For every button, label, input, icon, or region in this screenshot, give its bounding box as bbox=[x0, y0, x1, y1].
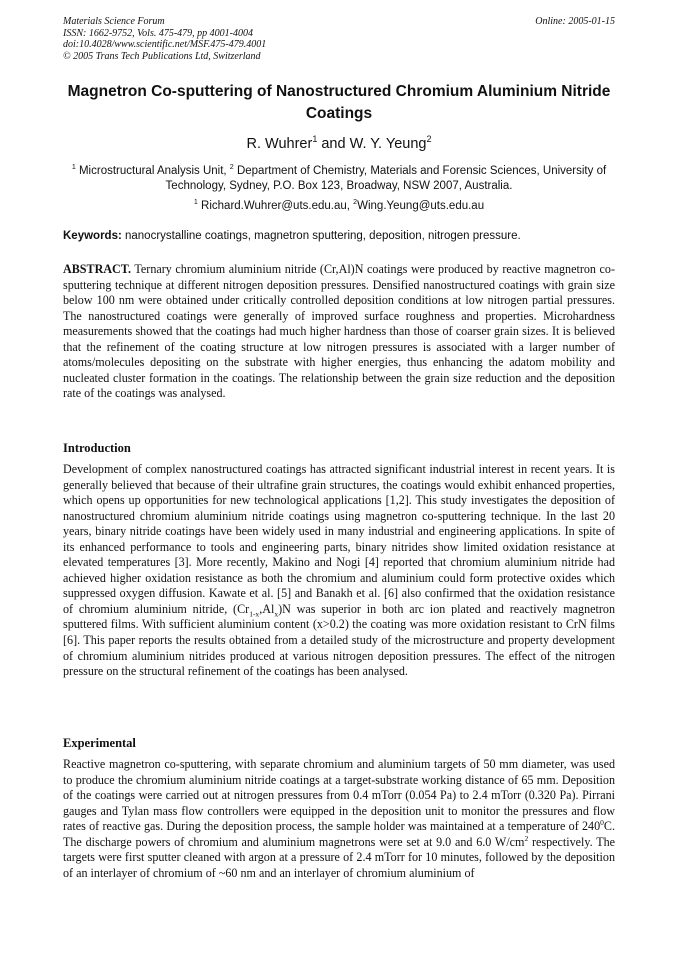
email-1: Richard.Wuhrer@uts.edu.au, bbox=[197, 200, 354, 212]
affil-1-superscript: 1 bbox=[71, 163, 76, 172]
intro-text-1: Development of complex nanostructured coatings has attracted significant industrial interest in recent years. It is generally believed that because of their ultrafine grain structures, the coatings would exhibit enhanced properties, which opens up opportunities for new technological applications [1,2]. This study investigates the deposition of nanostructured chromium aluminium nitride coatings using magnetron co-sputtering technique. In the last 20 years, binary nitride coatings have been widely used in many industrial and engineering applications. In spite of its enhanced performance to tools and engineering parts, binary nitrides show limited oxidation resistance at elevated temperatures [3]. More recently, Makino and Nogi [4] reported that chromium aluminium nitride had achieved higher oxidation resistance as both the chromium and aluminium could form protective oxides which suppressed oxygen diffusion. Kawate et al. [5] and Banakh et al. [6] also confirmed that the oxidation resistance of chromium aluminium nitride, (Cr bbox=[63, 462, 615, 616]
keywords-text: nanocrystalline coatings, magnetron sputtering, deposition, nitrogen pressure. bbox=[121, 230, 521, 242]
intro-subscript-1: 1-x bbox=[249, 609, 260, 619]
affil-2-superscript: 2 bbox=[229, 163, 234, 172]
doi-line: doi:10.4028/www.scientific.net/MSF.475-479.4001 bbox=[63, 39, 267, 50]
intro-text-2: ,Al bbox=[259, 601, 275, 616]
author-and: and bbox=[317, 136, 350, 152]
intro-subscript-2: x bbox=[274, 609, 279, 619]
exp-text-3: respectively. The targets were first sputter cleaned with argon at a pressure of 2.4 mTorr for 10 minutes, followed by the deposition of an interlayer of chromium of ~60 nm and an interlayer of chromium aluminium of bbox=[63, 834, 615, 880]
intro-text-3: )N was superior in both arc ion plated and reactively magnetron sputtered films. With sufficient aluminium content (x>0.2) the coating was more oxidation resistant to CrN films [6]. This paper reports the results obtained from a detailed study of the microstructure and property development of chromium aluminium nitrides produced at various nitrogen deposition pressures. The effect of the nitrogen pressure on the structural refinement of the coatings has been analysed. bbox=[63, 601, 615, 679]
author-1-superscript: 1 bbox=[312, 134, 318, 145]
email-2: Wing.Yeung@uts.edu.au bbox=[357, 200, 485, 212]
author-line bbox=[63, 134, 615, 154]
abstract-text: Ternary chromium aluminium nitride (Cr,Al)N coatings were produced by reactive magnetron co-sputtering technique at different nitrogen deposition pressures. Densified nanostructured coatings with grain size below 100 nm were obtained under critically controlled deposition conditions at low nitrogen partial pressures. The nanostructured coatings were generally of improved surface roughness and properties. Microhardness measurements showed that the coatings had much higher hardness than those of coarser grain sizes. It is believed that the refinement of the coating structure at low nitrogen pressures is associated with a larger number of atoms/molecules depositing on the substrate with higher energies, thus enhancing the adatom mobility and nucleated cluster formation in the coatings. The relationship between the grain size reduction and the deposition rate of the coatings was analysed. bbox=[63, 262, 615, 401]
author-2-superscript: 2 bbox=[426, 134, 432, 145]
abstract bbox=[63, 262, 615, 402]
introduction-heading: Introduction bbox=[63, 441, 131, 455]
author-emails bbox=[63, 199, 615, 214]
exp-text-2: C. The discharge powers of chromium and aluminium magnetrons were set at 9.0 and 6.0 W/cm bbox=[63, 819, 615, 849]
experimental-heading: Experimental bbox=[63, 736, 136, 750]
exp-superscript-2: 2 bbox=[524, 833, 529, 843]
email-2-superscript: 2 bbox=[353, 198, 358, 207]
journal-name: Materials Science Forum bbox=[63, 16, 165, 27]
copyright-line: © 2005 Trans Tech Publications Ltd, Switzerland bbox=[63, 50, 261, 62]
issn-line: ISSN: 1662-9752, Vols. 475-479, pp 4001-4004 bbox=[63, 27, 253, 39]
keywords-label: Keywords: bbox=[63, 230, 122, 242]
introduction-paragraph bbox=[63, 462, 615, 680]
exp-superscript-1: 0 bbox=[600, 818, 604, 828]
affil-2-text: Department of Chemistry, Materials and Forensic Sciences, University of Technology, Sydney, P.O. Box 123, Broadway, NSW 2007, Australia. bbox=[165, 165, 607, 192]
keywords bbox=[63, 229, 615, 244]
journal-header bbox=[63, 16, 615, 62]
online-date: Online: 2005-01-15 bbox=[535, 16, 615, 27]
abstract-label: ABSTRACT. bbox=[63, 262, 131, 276]
author-2: W. Y. Yeung bbox=[349, 136, 427, 152]
affiliations bbox=[63, 164, 615, 194]
exp-text-1: Reactive magnetron co-sputtering, with separate chromium and aluminium targets of 50 mm diameter, was used to produce the chromium aluminium nitride coatings at a target-substrate working distance of 65 mm. Deposition of the coatings were carried out at nitrogen pressures from 0.4 mTorr (0.054 Pa) to 2.4 mTorr (0.320 Pa). Pirrani gauges and Tylan mass flow controllers were equipped in the deposition unit to monitor the pressures and flow rates of reactive gas. During the deposition process, the sample holder was maintained at a temperature of 240 bbox=[63, 757, 615, 834]
experimental-paragraph bbox=[63, 757, 615, 881]
paper-title: Magnetron Co-sputtering of Nanostructured Chromium Aluminium Nitride Coatings bbox=[67, 83, 611, 122]
author-1: R. Wuhrer bbox=[246, 136, 313, 152]
email-1-superscript: 1 bbox=[193, 198, 198, 207]
affil-1-text: Microstructural Analysis Unit, bbox=[75, 165, 230, 177]
